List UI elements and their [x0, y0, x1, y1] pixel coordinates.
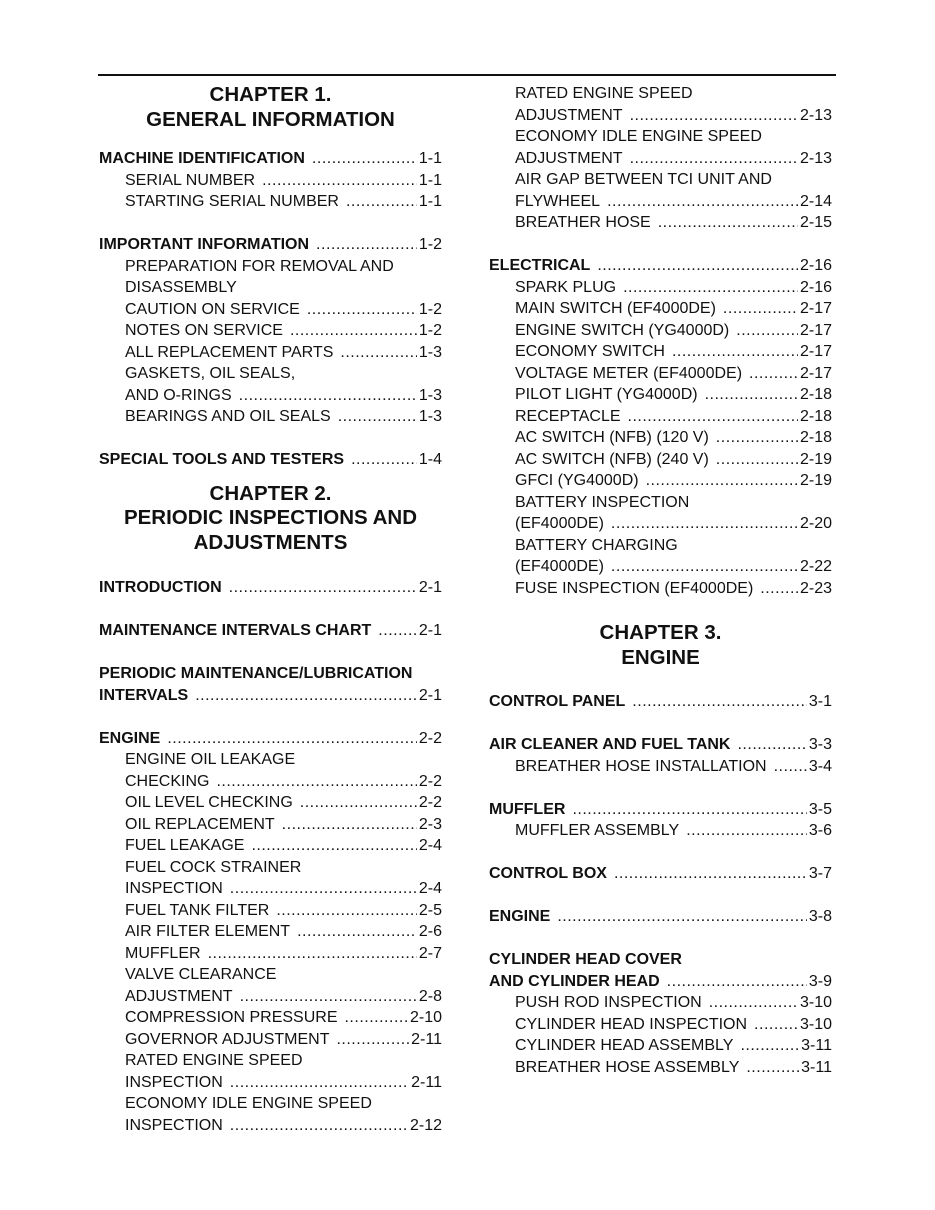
toc-entry-page: 1-1 — [418, 193, 442, 210]
dot-leader — [251, 835, 416, 857]
toc-entry-title: MAINTENANCE INTERVALS CHART — [99, 622, 372, 639]
chapter-2-title-line2: ADJUSTMENTS — [193, 530, 348, 554]
toc-entry-engine[interactable] — [99, 728, 442, 750]
dot-leader — [709, 992, 798, 1014]
toc-entry-page: 3-11 — [801, 1058, 832, 1076]
dot-leader — [658, 212, 798, 234]
toc-entry-page: 2-11 — [411, 1073, 442, 1091]
toc-entry-muffler-assembly[interactable] — [489, 820, 832, 842]
dot-leader — [632, 691, 807, 713]
toc-entry-title: GASKETS, OIL SEALS, — [125, 365, 296, 382]
dot-leader — [230, 878, 417, 900]
toc-entry-page: 2-5 — [418, 901, 442, 919]
toc-entry-page: 2-4 — [418, 880, 442, 897]
dot-leader — [338, 406, 417, 428]
chapter-2-title-line1: PERIODIC INSPECTIONS AND — [123, 506, 418, 529]
dot-leader — [282, 814, 417, 836]
toc-entry-page: 2-17 — [799, 343, 832, 360]
toc-entry-cylinder-head-cover-line1 — [489, 949, 832, 971]
dot-leader — [630, 148, 798, 170]
dot-leader — [760, 578, 798, 600]
toc-entry-page: 2-17 — [799, 364, 832, 382]
dot-leader — [336, 1029, 409, 1051]
dot-leader — [746, 1057, 799, 1079]
toc-entry-fuel-leakage[interactable] — [99, 835, 442, 857]
toc-entry-economy-switch[interactable] — [489, 341, 832, 363]
dot-leader — [240, 986, 417, 1008]
toc-entry-receptacle[interactable] — [489, 406, 832, 428]
toc-entry-title: PERIODIC MAINTENANCE/LUBRICATION — [99, 665, 413, 682]
dot-leader — [351, 449, 417, 471]
toc-entry-title: CHECKING — [125, 772, 210, 790]
toc-entry-introduction[interactable] — [99, 577, 442, 599]
toc-entry-title: GOVERNOR ADJUSTMENT — [125, 1030, 330, 1048]
toc-entry-battery-charging-line1 — [489, 535, 832, 557]
toc-entry-page: 1-3 — [418, 408, 442, 425]
toc-entry-title: GFCI (YG4000D) — [515, 472, 639, 489]
toc-entry-control-panel[interactable] — [489, 691, 832, 713]
dot-leader — [167, 728, 417, 750]
toc-entry-page: 2-16 — [799, 257, 832, 274]
toc-entry-ac-switch-240v[interactable] — [489, 449, 832, 471]
dot-leader — [230, 1115, 408, 1137]
toc-entry-title: AIR CLEANER AND FUEL TANK — [489, 736, 731, 753]
toc-entry-page: 2-1 — [418, 622, 442, 639]
toc-entry-cylinder-head-assembly[interactable] — [489, 1035, 832, 1057]
toc-entry-page: 1-1 — [418, 150, 442, 167]
toc-entry-periodic-maintenance-line2[interactable] — [99, 685, 442, 707]
toc-entry-title: RECEPTACLE — [515, 407, 621, 425]
toc-entry-title: INSPECTION — [125, 1073, 223, 1091]
toc-entry-voltage-meter[interactable] — [489, 363, 832, 385]
toc-entry-page: 2-14 — [799, 192, 832, 210]
toc-entry-page: 2-1 — [418, 686, 442, 704]
toc-entry-page: 3-4 — [808, 757, 832, 775]
toc-entry-gfci[interactable] — [489, 470, 832, 492]
dot-leader — [611, 556, 798, 578]
top-rule — [98, 74, 836, 76]
dot-leader — [340, 342, 417, 364]
toc-entry-page: 3-6 — [808, 822, 832, 839]
toc-entry-cylinder-head-inspection[interactable] — [489, 1014, 832, 1036]
toc-entry-title: PUSH ROD INSPECTION — [515, 994, 702, 1011]
dot-leader — [723, 298, 798, 320]
dot-leader — [378, 620, 417, 642]
toc-entry-title: BREATHER HOSE ASSEMBLY — [515, 1058, 740, 1076]
toc-entry-notes-on-service[interactable] — [99, 320, 442, 342]
dot-leader — [597, 255, 798, 277]
toc-entry-title: ADJUSTMENT — [125, 987, 233, 1005]
dot-leader — [346, 191, 417, 213]
toc-entry-title: ADJUSTMENT — [515, 106, 623, 124]
toc-entry-title: PREPARATION FOR REMOVAL AND — [125, 257, 394, 275]
toc-entry-battery-inspection-line2[interactable] — [489, 513, 832, 535]
toc-entry-title: BATTERY INSPECTION — [515, 493, 690, 511]
toc-entry-title: CYLINDER HEAD INSPECTION — [515, 1015, 748, 1033]
toc-entry-breather-hose-installation[interactable] — [489, 756, 832, 778]
toc-entry-title: ECONOMY SWITCH — [515, 343, 665, 360]
toc-entry-special-tools[interactable] — [99, 449, 442, 471]
toc-entry-page: 1-1 — [418, 171, 442, 189]
dot-leader — [290, 320, 417, 342]
toc-entry-fuse-inspection[interactable] — [489, 578, 832, 600]
toc-entry-title: INTERVALS — [99, 686, 189, 704]
toc-entry-title: ELECTRICAL — [489, 257, 591, 274]
dot-leader — [230, 1072, 409, 1094]
chapter-2-heading — [99, 482, 442, 556]
toc-entry-gaskets-line1 — [99, 363, 442, 385]
toc-entry-valve-clearance-line1 — [99, 964, 442, 986]
toc-entry-rated-engine-speed-line2[interactable] — [99, 1072, 442, 1094]
dot-leader — [572, 799, 806, 821]
toc-entry-fuel-cock-strainer-line1 — [99, 857, 442, 879]
toc-entry-title: RATED ENGINE SPEED — [515, 85, 693, 102]
toc-entry-title: ECONOMY IDLE ENGINE SPEED — [515, 128, 762, 145]
toc-entry-title: BEARINGS AND OIL SEALS — [125, 408, 331, 425]
toc-entry-page: 2-19 — [799, 472, 832, 489]
toc-entry-title: VOLTAGE METER (EF4000DE) — [515, 364, 743, 382]
toc-entry-title: SPECIAL TOOLS AND TESTERS — [99, 451, 345, 468]
toc-entry-compression-pressure[interactable] — [99, 1007, 442, 1029]
toc-entry-main-switch[interactable] — [489, 298, 832, 320]
chapter-2-number: CHAPTER 2. — [209, 481, 332, 505]
toc-entry-title: CYLINDER HEAD COVER — [489, 951, 682, 968]
toc-entry-title: INSPECTION — [125, 1116, 223, 1134]
toc-entry-title: ENGINE OIL LEAKAGE — [125, 751, 296, 768]
toc-entry-title: NOTES ON SERVICE — [125, 322, 283, 339]
toc-entry-starting-serial-number[interactable] — [99, 191, 442, 213]
toc-entry-page: 1-4 — [418, 451, 442, 468]
toc-entry-page: 2-1 — [418, 579, 442, 596]
dot-leader — [195, 685, 417, 707]
toc-entry-page: 2-2 — [418, 794, 442, 811]
toc-entry-page: 2-15 — [799, 214, 832, 231]
dot-leader — [736, 320, 798, 342]
toc-entry-title: BREATHER HOSE INSTALLATION — [515, 757, 767, 775]
dot-leader — [229, 577, 417, 599]
toc-entry-title: OIL REPLACEMENT — [125, 815, 275, 833]
toc-entry-title: ADJUSTMENT — [515, 149, 623, 167]
toc-entry-title: FUEL TANK FILTER — [125, 901, 270, 919]
toc-entry-economy-idle-adj-line1 — [489, 126, 832, 148]
toc-entry-spark-plug[interactable] — [489, 277, 832, 299]
toc-entry-page: 2-13 — [799, 149, 832, 167]
toc-entry-title: MACHINE IDENTIFICATION — [99, 150, 305, 167]
toc-entry-muffler-ch3[interactable] — [489, 799, 832, 821]
toc-entry-title: CAUTION ON SERVICE — [125, 300, 300, 318]
dot-leader — [344, 1007, 407, 1029]
dot-leader — [300, 792, 417, 814]
toc-entry-page: 2-19 — [799, 450, 832, 468]
toc-entry-title: MUFFLER — [489, 800, 566, 818]
toc-entry-important-information[interactable] — [99, 234, 442, 256]
toc-entry-title: (EF4000DE) — [515, 558, 604, 575]
toc-entry-title: FUSE INSPECTION (EF4000DE) — [515, 579, 754, 597]
dot-leader — [667, 971, 807, 993]
dot-leader — [672, 341, 798, 363]
dot-leader — [705, 384, 798, 406]
dot-leader — [276, 900, 417, 922]
dot-leader — [737, 734, 806, 756]
toc-entry-page: 2-18 — [799, 386, 832, 403]
toc-entry-serial-number[interactable] — [99, 170, 442, 192]
toc-entry-air-gap-line2[interactable] — [489, 191, 832, 213]
toc-entry-title: ALL REPLACEMENT PARTS — [125, 343, 334, 361]
toc-entry-all-replacement-parts[interactable] — [99, 342, 442, 364]
toc-entry-page: 2-18 — [799, 429, 832, 446]
toc-entry-page: 3-8 — [808, 908, 832, 925]
toc-entry-title: AND CYLINDER HEAD — [489, 972, 660, 990]
dot-leader — [754, 1014, 798, 1036]
dot-leader — [716, 427, 798, 449]
toc-entry-rated-engine-speed-adj-line1 — [489, 83, 832, 105]
toc-entry-machine-identification[interactable] — [99, 148, 442, 170]
toc-entry-title: BREATHER HOSE — [515, 214, 651, 231]
dot-leader — [611, 513, 798, 535]
toc-entry-breather-hose[interactable] — [489, 212, 832, 234]
dot-leader — [557, 906, 807, 928]
dot-leader — [716, 449, 798, 471]
toc-entry-electrical[interactable] — [489, 255, 832, 277]
toc-entry-preparation-line1 — [99, 256, 442, 278]
toc-entry-title: COMPRESSION PRESSURE — [125, 1009, 338, 1026]
toc-entry-title: SPARK PLUG — [515, 278, 617, 296]
toc-entry-title: CONTROL BOX — [489, 865, 607, 882]
toc-entry-page: 2-17 — [799, 321, 832, 339]
toc-entry-air-filter-element[interactable] — [99, 921, 442, 943]
dot-leader — [646, 470, 798, 492]
toc-entry-title: FUEL COCK STRAINER — [125, 858, 302, 876]
toc-entry-title: VALVE CLEARANCE — [125, 966, 277, 983]
toc-entry-title: MAIN SWITCH (EF4000DE) — [515, 300, 716, 317]
toc-entry-page: 2-16 — [799, 278, 832, 296]
toc-entry-economy-idle-adj-line2[interactable] — [489, 148, 832, 170]
toc-entry-title: AND O-RINGS — [125, 386, 232, 404]
toc-entry-air-cleaner-and-fuel-tank[interactable] — [489, 734, 832, 756]
toc-entry-page: 3-7 — [808, 865, 832, 882]
toc-entry-economy-idle-line1 — [99, 1093, 442, 1115]
dot-leader — [316, 234, 417, 256]
toc-entry-page: 2-12 — [409, 1116, 442, 1134]
toc-entry-oil-level-checking[interactable] — [99, 792, 442, 814]
toc-entry-page: 2-22 — [799, 558, 832, 575]
toc-entry-title: FLYWHEEL — [515, 192, 601, 210]
toc-entry-ac-switch-120v[interactable] — [489, 427, 832, 449]
toc-entry-page: 2-18 — [799, 407, 832, 425]
toc-entry-page: 2-3 — [418, 815, 442, 833]
toc-entry-governor-adjustment[interactable] — [99, 1029, 442, 1051]
toc-entry-title: ENGINE SWITCH (YG4000D) — [515, 321, 730, 339]
toc-entry-muffler[interactable] — [99, 943, 442, 965]
toc-entry-title: ENGINE — [99, 729, 161, 747]
toc-entry-engine-oil-leakage-line1 — [99, 749, 442, 771]
toc-entry-title: STARTING SERIAL NUMBER — [125, 193, 339, 210]
toc-entry-page: 3-10 — [799, 1015, 832, 1033]
toc-entry-page: 3-10 — [799, 994, 832, 1011]
chapter-3-number: CHAPTER 3. — [599, 621, 722, 644]
toc-entry-page: 2-7 — [418, 944, 442, 962]
toc-entry-pilot-light[interactable] — [489, 384, 832, 406]
toc-entry-page: 2-13 — [799, 106, 832, 124]
toc-entry-title: DISASSEMBLY — [125, 279, 237, 296]
dot-leader — [623, 277, 798, 299]
toc-entry-page: 1-2 — [418, 236, 442, 253]
toc-entry-page: 2-8 — [418, 987, 442, 1005]
toc-entry-page: 2-6 — [418, 923, 442, 940]
chapter-1-number: CHAPTER 1. — [209, 83, 332, 106]
toc-entry-rated-engine-speed-adj-line2[interactable] — [489, 105, 832, 127]
toc-entry-title: OIL LEVEL CHECKING — [125, 794, 293, 811]
toc-right-column — [489, 83, 832, 1078]
dot-leader — [216, 771, 416, 793]
dot-leader — [740, 1035, 799, 1057]
toc-entry-fuel-tank-filter[interactable] — [99, 900, 442, 922]
toc-entry-page: 2-4 — [418, 837, 442, 854]
toc-entry-economy-idle-line2[interactable] — [99, 1115, 442, 1137]
dot-leader — [749, 363, 798, 385]
toc-entry-engine-switch[interactable] — [489, 320, 832, 342]
toc-entry-title: CYLINDER HEAD ASSEMBLY — [515, 1037, 734, 1054]
toc-entry-title: INTRODUCTION — [99, 579, 222, 596]
toc-entry-breather-hose-assembly[interactable] — [489, 1057, 832, 1079]
toc-entry-title: AC SWITCH (NFB) (240 V) — [515, 450, 709, 468]
toc-entry-title: MUFFLER ASSEMBLY — [515, 822, 680, 839]
toc-entry-engine-ch3[interactable] — [489, 906, 832, 928]
chapter-1-title: GENERAL INFORMATION — [146, 107, 395, 131]
dot-leader — [614, 863, 807, 885]
toc-entry-engine-oil-leakage-line2[interactable] — [99, 771, 442, 793]
toc-entry-title: CONTROL PANEL — [489, 693, 626, 710]
toc-entry-title: PILOT LIGHT (YG4000D) — [515, 386, 698, 403]
toc-entry-gaskets-line2[interactable] — [99, 385, 442, 407]
toc-entry-title: FUEL LEAKAGE — [125, 837, 245, 854]
dot-leader — [208, 943, 417, 965]
toc-left-column — [99, 83, 442, 1136]
dot-leader — [774, 756, 807, 778]
toc-entry-title: INSPECTION — [125, 880, 223, 897]
toc-entry-preparation-line2 — [99, 277, 442, 299]
toc-entry-oil-replacement[interactable] — [99, 814, 442, 836]
chapter-1-heading — [99, 83, 442, 132]
toc-entry-page: 3-11 — [801, 1037, 832, 1054]
toc-entry-title: IMPORTANT INFORMATION — [99, 236, 310, 253]
toc-entry-title: BATTERY CHARGING — [515, 536, 678, 554]
toc-entry-battery-charging-line2[interactable] — [489, 556, 832, 578]
toc-entry-cylinder-head-cover-line2[interactable] — [489, 971, 832, 993]
dot-leader — [262, 170, 417, 192]
toc-entry-page: 1-3 — [418, 343, 442, 361]
toc-entry-rated-engine-speed-line1 — [99, 1050, 442, 1072]
toc-entry-title: (EF4000DE) — [515, 515, 604, 532]
toc-entry-maintenance-intervals-chart[interactable] — [99, 620, 442, 642]
toc-entry-page: 3-1 — [808, 693, 832, 710]
dot-leader — [607, 191, 798, 213]
dot-leader — [239, 385, 417, 407]
toc-entry-periodic-maintenance-line1 — [99, 663, 442, 685]
dot-leader — [628, 406, 798, 428]
toc-entry-page: 1-2 — [418, 300, 442, 318]
toc-entry-page: 1-2 — [418, 322, 442, 339]
toc-entry-title: RATED ENGINE SPEED — [125, 1052, 303, 1069]
toc-entry-title: AIR FILTER ELEMENT — [125, 923, 291, 940]
toc-entry-fuel-cock-strainer-line2[interactable] — [99, 878, 442, 900]
toc-entry-caution-on-service[interactable] — [99, 299, 442, 321]
dot-leader — [312, 148, 417, 170]
toc-entry-page: 2-23 — [799, 579, 832, 597]
toc-entry-bearings-and-oil-seals[interactable] — [99, 406, 442, 428]
toc-entry-title: AC SWITCH (NFB) (120 V) — [515, 429, 709, 446]
toc-entry-page: 3-3 — [808, 736, 832, 753]
toc-entry-valve-clearance-line2[interactable] — [99, 986, 442, 1008]
toc-entry-air-gap-line1 — [489, 169, 832, 191]
toc-entry-title: SERIAL NUMBER — [125, 171, 256, 189]
toc-entry-title: ENGINE — [489, 908, 551, 925]
toc-entry-page: 3-5 — [808, 800, 832, 818]
toc-entry-page: 2-11 — [411, 1030, 442, 1048]
toc-entry-control-box[interactable] — [489, 863, 832, 885]
toc-entry-page: 3-9 — [808, 972, 832, 990]
toc-entry-page: 2-10 — [409, 1009, 442, 1026]
toc-entry-title: AIR GAP BETWEEN TCI UNIT AND — [515, 171, 772, 188]
dot-leader — [307, 299, 417, 321]
dot-leader — [297, 921, 417, 943]
toc-entry-page: 2-20 — [799, 515, 832, 532]
dot-leader — [630, 105, 798, 127]
chapter-3-title: ENGINE — [621, 645, 700, 669]
toc-entry-page: 1-3 — [418, 386, 442, 404]
toc-entry-title: MUFFLER — [125, 944, 201, 962]
toc-entry-push-rod-inspection[interactable] — [489, 992, 832, 1014]
toc-entry-battery-inspection-line1 — [489, 492, 832, 514]
toc-entry-title: ECONOMY IDLE ENGINE SPEED — [125, 1095, 372, 1112]
chapter-3-heading — [489, 621, 832, 670]
toc-entry-page: 2-2 — [418, 772, 442, 790]
dot-leader — [686, 820, 807, 842]
toc-entry-page: 2-17 — [799, 300, 832, 317]
toc-entry-page: 2-2 — [418, 729, 442, 747]
